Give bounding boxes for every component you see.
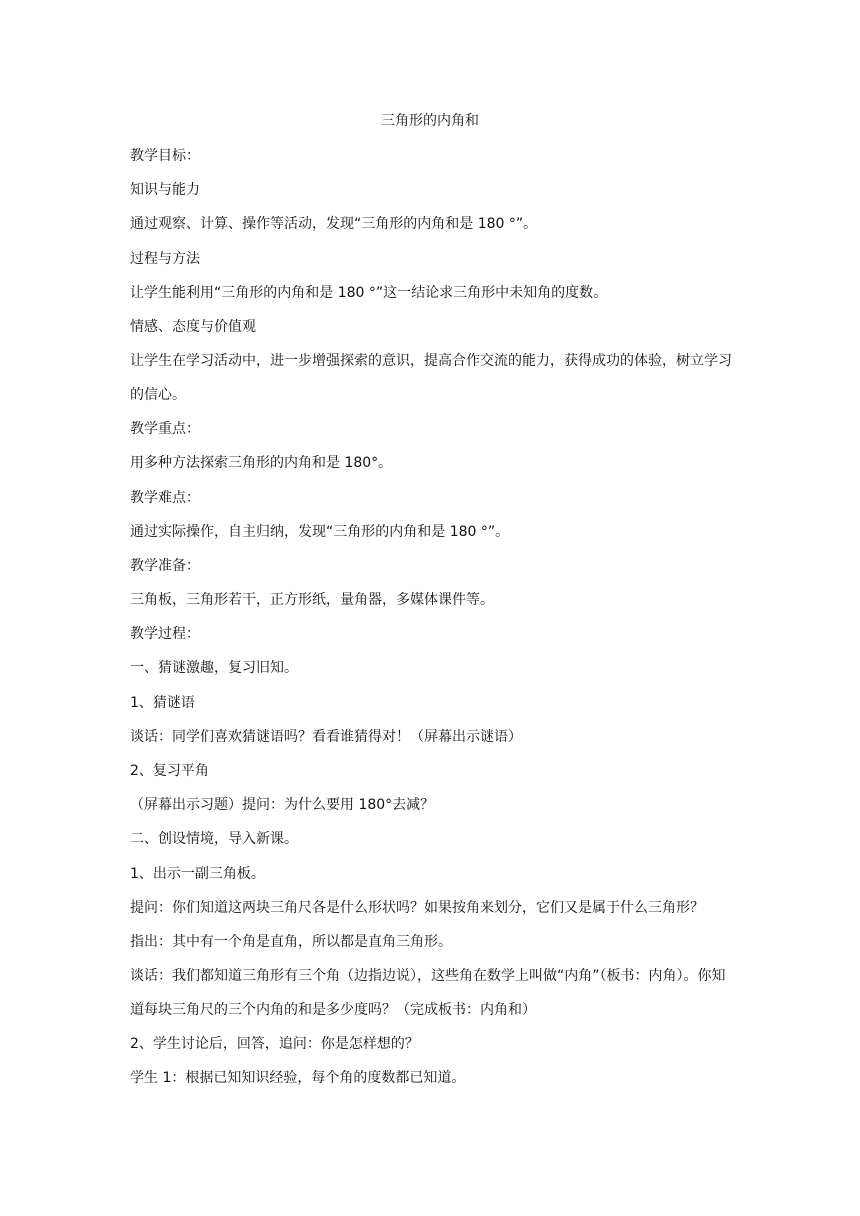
paragraph: 用多种方法探索三角形的内角和是 180°。 [130,455,393,472]
paragraph: 2、学生讨论后，回答，追问：你是怎样想的？ [130,1035,419,1052]
paragraph-teaching-goals-heading: 教学目标： [130,148,200,164]
paragraph-knowledge-ability: 知识与能力 [130,182,200,199]
paragraph: 提问：你们知道这两块三角尺各是什么形状吗？如果按角来划分，它们又是属于什么三角形？ [130,899,704,916]
paragraph: 三角板，三角形若干，正方形纸，量角器，多媒体课件等。 [130,592,494,609]
paragraph-process-method: 过程与方法 [130,250,200,267]
paragraph: （屏幕出示习题）提问：为什么要用 180°去减？ [130,797,435,814]
paragraph: 通过观察、计算、操作等活动，发现“三角形的内角和是 180 °”。 [130,216,538,233]
paragraph-section-two: 二、创设情境，导入新课。 [130,831,298,848]
paragraph: 谈话：我们都知道三角形有三个角（边指边说），这些角在数学上叫做“内角”（板书：内角）。你知道每块三角尺的三个内角的和是多少度吗？（完成板书：内角和） [130,967,726,1018]
paragraph-emotion-attitude: 情感、态度与价值观 [130,318,256,335]
paragraph: 让学生在学习活动中，进一步增强探索的意识，提高合作交流的能力，获得成功的体验，树立学习的信心。 [130,353,732,404]
paragraph-preparation-heading: 教学准备： [130,557,200,574]
paragraph: 学生 1：根据已知知识经验，每个角的度数都已知道。 [130,1070,466,1087]
document-body [130,146,736,1102]
paragraph: 1、猜谜语 [130,694,195,711]
paragraph: 谈话：同学们喜欢猜谜语吗？看看谁猜得对！（屏幕出示谜语） [130,728,522,745]
paragraph-key-points-heading: 教学重点： [130,421,200,438]
paragraph: 2、复习平角 [130,763,209,779]
document-title: 三角形的内角和 [381,113,479,129]
paragraph-process-heading: 教学过程： [130,626,200,643]
paragraph-section-one: 一、猜谜激趣，复习旧知。 [130,660,298,677]
paragraph-difficulties-heading: 教学难点： [130,489,200,506]
paragraph: 通过实际操作，自主归纳，发现“三角形的内角和是 180 °”。 [130,523,510,540]
paragraph: 让学生能利用“三角形的内角和是 180 °”这一结论求三角形中未知角的度数。 [130,284,608,301]
paragraph: 指出：其中有一个角是直角，所以都是直角三角形。 [130,933,452,950]
paragraph: 1、出示一副三角板。 [130,865,265,882]
